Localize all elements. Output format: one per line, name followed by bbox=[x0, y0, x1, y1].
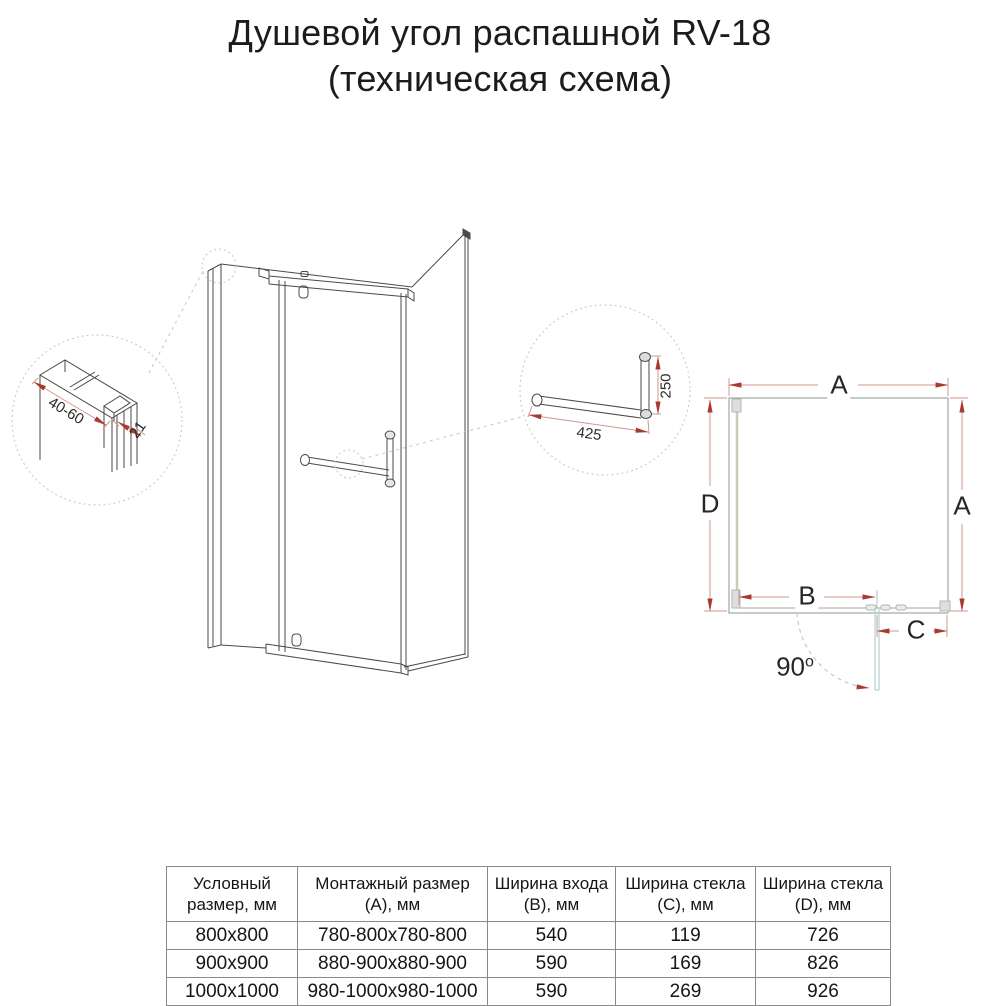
title-line-2: (техническая схема) bbox=[327, 58, 673, 99]
table-cell: 1000x1000 bbox=[167, 978, 298, 1006]
table-cell: 926 bbox=[756, 978, 891, 1006]
title-line-1: Душевой угол распашной RV-18 bbox=[228, 12, 772, 53]
table-cell: 119 bbox=[616, 922, 756, 950]
table-cell: 880-900х880-900 bbox=[298, 950, 488, 978]
wall-profile-bottom-left bbox=[732, 590, 740, 608]
top-view-schematic bbox=[704, 378, 968, 690]
dim-label-d-left: D bbox=[698, 489, 723, 520]
dim-label-handle-length: 425 bbox=[575, 423, 603, 445]
table-cell: 169 bbox=[616, 950, 756, 978]
spec-table bbox=[166, 866, 891, 1006]
table-header-cell: Ширина стекла (D), мм bbox=[756, 867, 891, 922]
table-cell: 269 bbox=[616, 978, 756, 1006]
table-header-cell: Условный размер, мм bbox=[167, 867, 298, 922]
detail-callout-profile bbox=[12, 335, 182, 505]
table-cell: 590 bbox=[488, 978, 616, 1006]
wall-profile-bottom-right bbox=[940, 601, 950, 611]
table-cell: 590 bbox=[488, 950, 616, 978]
detail-marker-handle bbox=[335, 450, 363, 478]
dim-label-handle-height: 250 bbox=[657, 373, 675, 399]
table-row bbox=[167, 978, 891, 1006]
table-cell: 900x900 bbox=[167, 950, 298, 978]
table-header-cell: Ширина стекла (C), мм bbox=[616, 867, 756, 922]
dim-label-profile-width: 40-60 bbox=[45, 393, 87, 429]
table-cell: 800x800 bbox=[167, 922, 298, 950]
page-title bbox=[0, 10, 1000, 102]
table-cell: 980-1000х980-1000 bbox=[298, 978, 488, 1006]
door-hinge-details bbox=[866, 605, 906, 610]
table-header-cell: Ширина входа (B), мм bbox=[488, 867, 616, 922]
table-row bbox=[167, 922, 891, 950]
dim-label-c: C bbox=[904, 615, 929, 646]
wall-profile-top-left bbox=[732, 399, 741, 412]
table-header-cell: Монтажный размер (А), мм bbox=[298, 867, 488, 922]
detail-marker-profile bbox=[202, 249, 236, 283]
dim-label-profile-depth: 21 bbox=[126, 418, 150, 442]
table-cell: 826 bbox=[756, 950, 891, 978]
pivot-door bbox=[875, 608, 879, 690]
dim-label-b: B bbox=[795, 581, 818, 612]
callout-connectors bbox=[149, 249, 521, 478]
dim-label-a-right: A bbox=[950, 491, 973, 522]
enclosure-3d-view bbox=[208, 229, 470, 675]
dim-label-a-top: A bbox=[827, 370, 850, 401]
table-row bbox=[167, 950, 891, 978]
table-cell: 726 bbox=[756, 922, 891, 950]
door-angle-label: 90$^o$ bbox=[776, 651, 814, 682]
table-header-row bbox=[167, 867, 891, 922]
table-cell: 780-800х780-800 bbox=[298, 922, 488, 950]
table-cell: 540 bbox=[488, 922, 616, 950]
